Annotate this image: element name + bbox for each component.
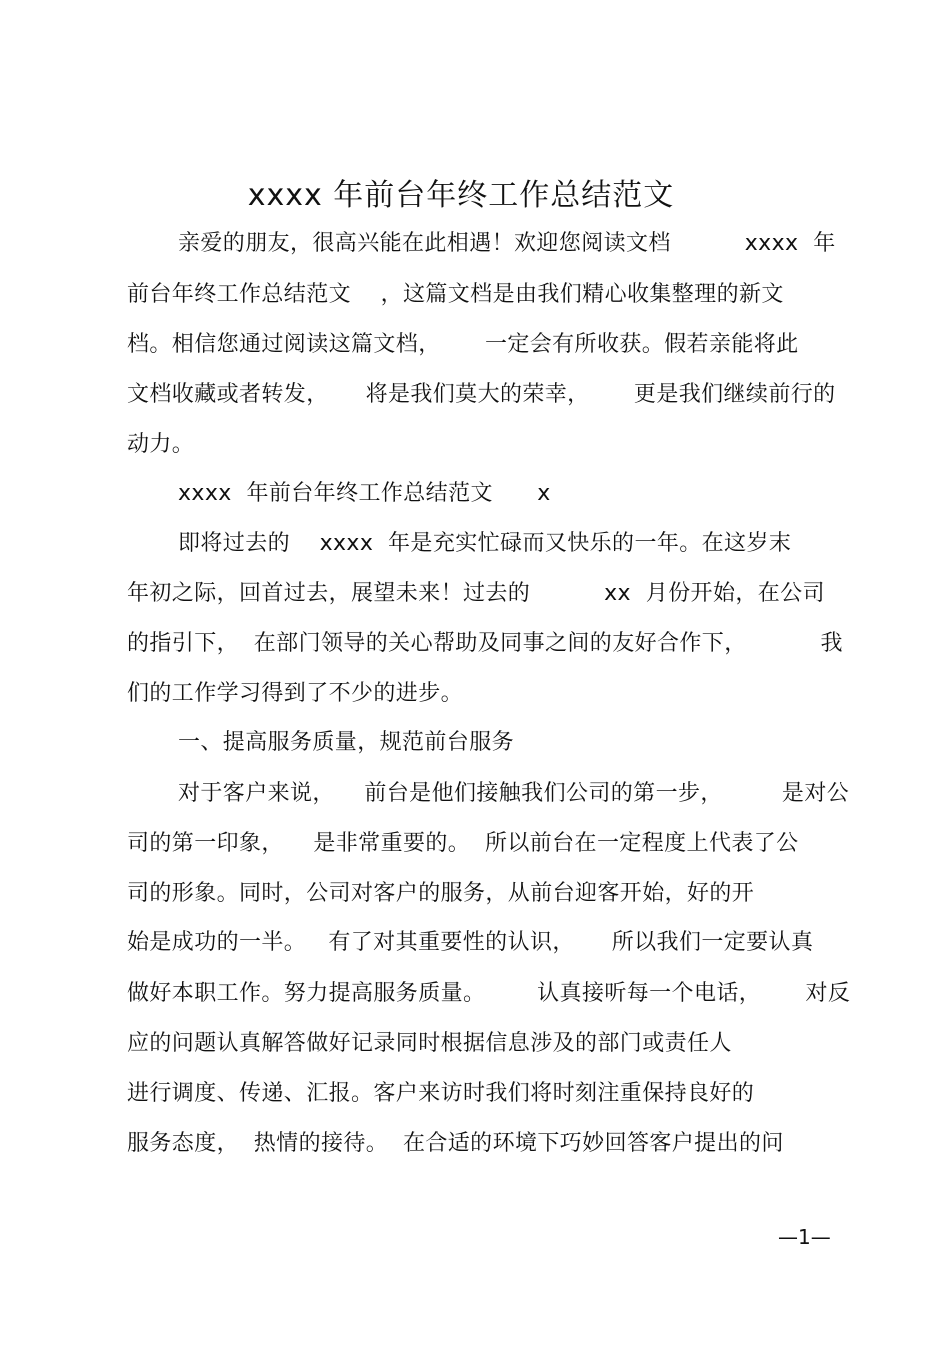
paragraph-line: 应的问题认真解答做好记录同时根据信息涉及的部门或责任人 [127,1031,732,1056]
section-heading: 一、提高服务质量，规范前台服务 [178,730,515,755]
paragraph-line: 前台年终工作总结范文 ，这篇文档是由我们精心收集整理的新文 [127,282,784,307]
paragraph-line: 即将过去的 xxxx 年是充实忙碌而又快乐的一年。在这岁末 [178,531,792,556]
paragraph-line: 档。相信您通过阅读这篇文档， 一定会有所收获。假若亲能将此 [127,332,799,357]
paragraph-line: 亲爱的朋友，很高兴能在此相遇！欢迎您阅读文档 xxxx 年 [178,231,836,256]
subheading-line: xxxx 年前台年终工作总结范文 x [178,481,551,506]
paragraph-line: 年初之际，回首过去，展望未来！过去的 xx 月份开始，在公司 [127,581,825,606]
document-title: xxxx 年前台年终工作总结范文 [247,178,675,213]
paragraph-line: 服务态度， 热情的接待。 在合适的环境下巧妙回答客户提出的问 [127,1131,784,1156]
paragraph-line: 对于客户来说， 前台是他们接触我们公司的第一步， 是对公 [178,781,850,806]
paragraph-line: 的指引下， 在部门领导的关心帮助及同事之间的友好合作下， 我 [127,631,843,656]
paragraph-line: 始是成功的一半。 有了对其重要性的认识， 所以我们一定要认真 [127,930,814,955]
page-number: —1— [778,1225,831,1249]
paragraph-line: 动力。 [127,432,195,457]
paragraph-line: 做好本职工作。努力提高服务质量。 认真接听每一个电话， 对反 [127,981,851,1006]
paragraph-line: 司的形象。同时，公司对客户的服务，从前台迎客开始，好的开 [127,881,755,906]
paragraph-line: 司的第一印象， 是非常重要的。 所以前台在一定程度上代表了公 [127,831,799,856]
paragraph-line: 文档收藏或者转发， 将是我们莫大的荣幸， 更是我们继续前行的 [127,382,836,407]
paragraph-line: 们的工作学习得到了不少的进步。 [127,681,464,706]
paragraph-line: 进行调度、传递、汇报。客户来访时我们将时刻注重保持良好的 [127,1081,755,1106]
